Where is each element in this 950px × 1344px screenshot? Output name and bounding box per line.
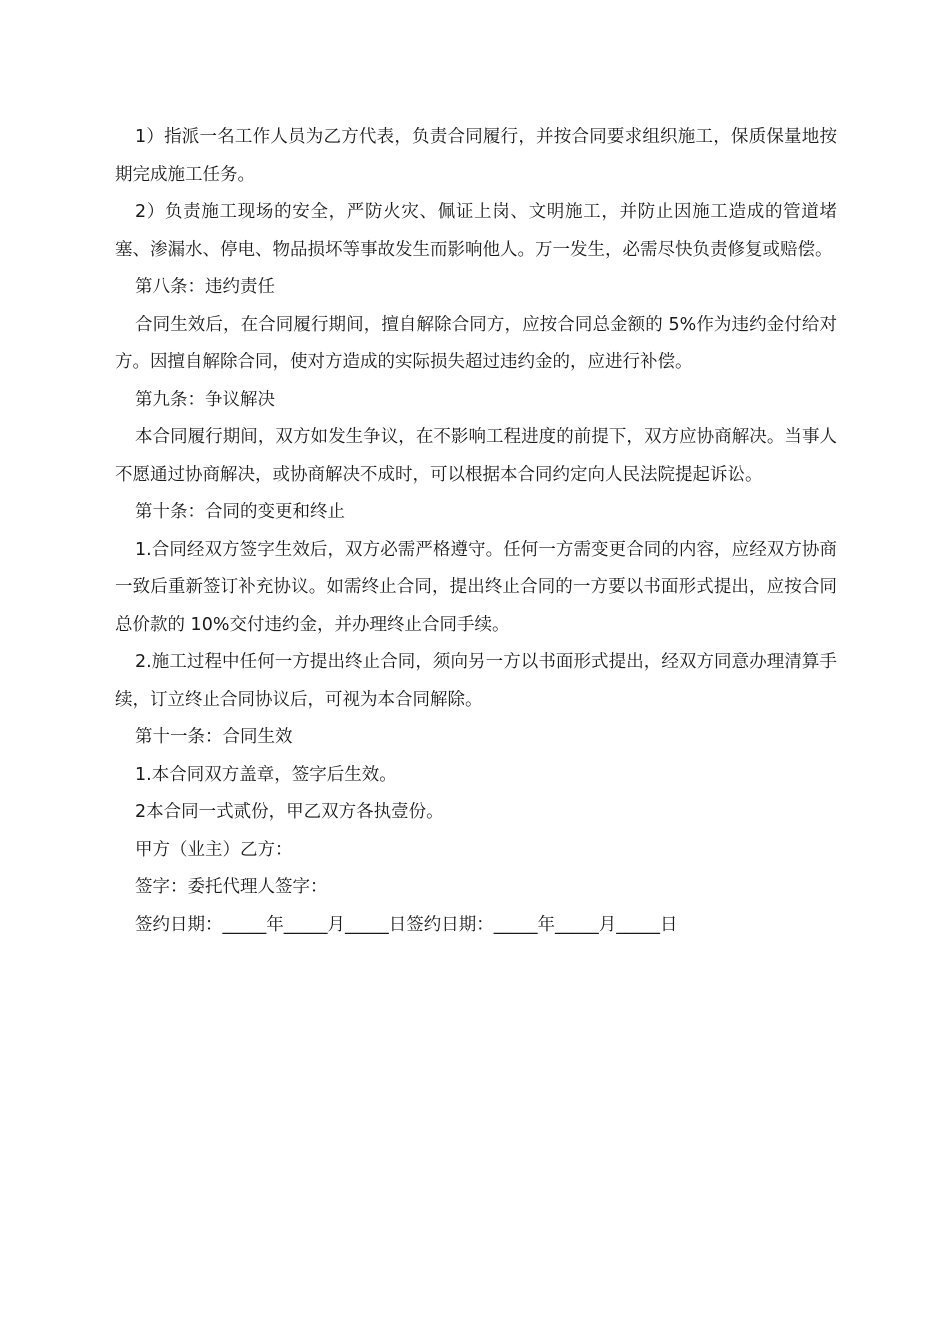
article-9-text: 本合同履行期间，双方如发生争议，在不影响工程进度的前提下，双方应协商解决。当事人不愿通过协商解决，或协商解决不成时，可以根据本合同约定向人民法院提起诉讼。 xyxy=(115,427,837,485)
clause-1-representative: 1）指派一名工作人员为乙方代表，负责合同履行，并按合同要求组织施工，保质保量地按期完成施工任务。 xyxy=(115,127,837,185)
party-a-b-line: 甲方（业主）乙方： xyxy=(135,839,293,860)
article-11-item-2: 2本合同一式贰份，甲乙双方各执壹份。 xyxy=(135,802,444,822)
clause-2-safety: 2）负责施工现场的安全，严防火灾、佩证上岗、文明施工，并防止因施工造成的管道堵塞、渗漏水、停电、物品损坏等事故发生而影响他人。万一发生，必需尽快负责修复或赔偿。 xyxy=(115,202,837,260)
article-8-heading: 第八条：违约责任 xyxy=(135,277,275,297)
signing-date-line: 签约日期：_____年_____月_____日签约日期：_____年_____月_____日 xyxy=(135,914,678,935)
article-9-heading: 第九条：争议解决 xyxy=(135,389,275,410)
article-10-item-1: 1.合同经双方签字生效后，双方必需严格遵守。任何一方需变更合同的内容，应经双方协商一致后重新签订补充协议。如需终止合同，提出终止合同的一方要以书面形式提出，应按合同总价款的 10%交付违约金，并办理终止合同手续。 xyxy=(115,539,837,635)
article-11-item-1: 1.本合同双方盖章，签字后生效。 xyxy=(135,764,397,785)
document-page xyxy=(115,119,837,944)
article-8-text: 合同生效后，在合同履行期间，擅自解除合同方，应按合同总金额的 5%作为违约金付给对方。因擅自解除合同，使对方造成的实际损失超过违约金的，应进行补偿。 xyxy=(115,314,837,372)
article-10-heading: 第十条：合同的变更和终止 xyxy=(135,502,345,522)
article-10-item-2: 2.施工过程中任何一方提出终止合同，须向另一方以书面形式提出，经双方同意办理清算手续，订立终止合同协议后，可视为本合同解除。 xyxy=(115,652,837,710)
article-11-heading: 第十一条：合同生效 xyxy=(135,727,293,747)
signature-line: 签字：委托代理人签字： xyxy=(135,877,328,897)
